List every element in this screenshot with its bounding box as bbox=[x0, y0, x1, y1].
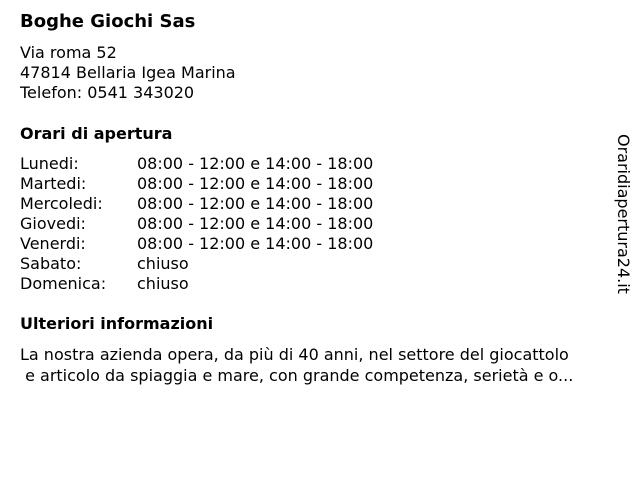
opening-hours-heading: Orari di apertura bbox=[20, 124, 173, 143]
site-watermark: Oraridiapertura24.it bbox=[614, 134, 633, 294]
day-label: Lunedi: bbox=[20, 154, 79, 173]
hours-row-tuesday bbox=[20, 174, 373, 194]
hours-row-sunday bbox=[20, 274, 373, 294]
hours-row-friday bbox=[20, 234, 373, 254]
hours-row-monday bbox=[20, 154, 373, 174]
more-info-line: La nostra azienda opera, da più di 40 anni, nel settore del giocattolo bbox=[20, 345, 569, 364]
day-label: Sabato: bbox=[20, 254, 82, 273]
day-label: Giovedi: bbox=[20, 214, 86, 233]
day-hours: chiuso bbox=[137, 274, 189, 293]
address-street: Via roma 52 bbox=[20, 43, 117, 62]
day-hours: chiuso bbox=[137, 254, 189, 273]
hours-row-thursday bbox=[20, 214, 373, 234]
hours-row-wednesday bbox=[20, 194, 373, 214]
day-hours: 08:00 - 12:00 e 14:00 - 18:00 bbox=[137, 174, 374, 193]
day-hours: 08:00 - 12:00 e 14:00 - 18:00 bbox=[137, 154, 374, 173]
day-hours: 08:00 - 12:00 e 14:00 - 18:00 bbox=[137, 234, 374, 253]
more-info-heading: Ulteriori informazioni bbox=[20, 314, 214, 333]
phone-number: Telefon: 0541 343020 bbox=[20, 83, 195, 102]
day-hours: 08:00 - 12:00 e 14:00 - 18:00 bbox=[137, 214, 374, 233]
business-contact bbox=[20, 43, 236, 103]
day-label: Martedi: bbox=[20, 174, 87, 193]
address-city: 47814 Bellaria Igea Marina bbox=[20, 63, 236, 82]
day-label: Domenica: bbox=[20, 274, 107, 293]
opening-hours-table bbox=[20, 154, 373, 294]
day-label: Mercoledi: bbox=[20, 194, 103, 213]
day-hours: 08:00 - 12:00 e 14:00 - 18:00 bbox=[137, 194, 374, 213]
day-label: Venerdi: bbox=[20, 234, 86, 253]
hours-row-saturday bbox=[20, 254, 373, 274]
business-name: Boghe Giochi Sas bbox=[20, 11, 196, 32]
more-info-line: e articolo da spiaggia e mare, con grande competenza, serietà e o... bbox=[20, 366, 574, 385]
more-info-text bbox=[20, 344, 573, 386]
